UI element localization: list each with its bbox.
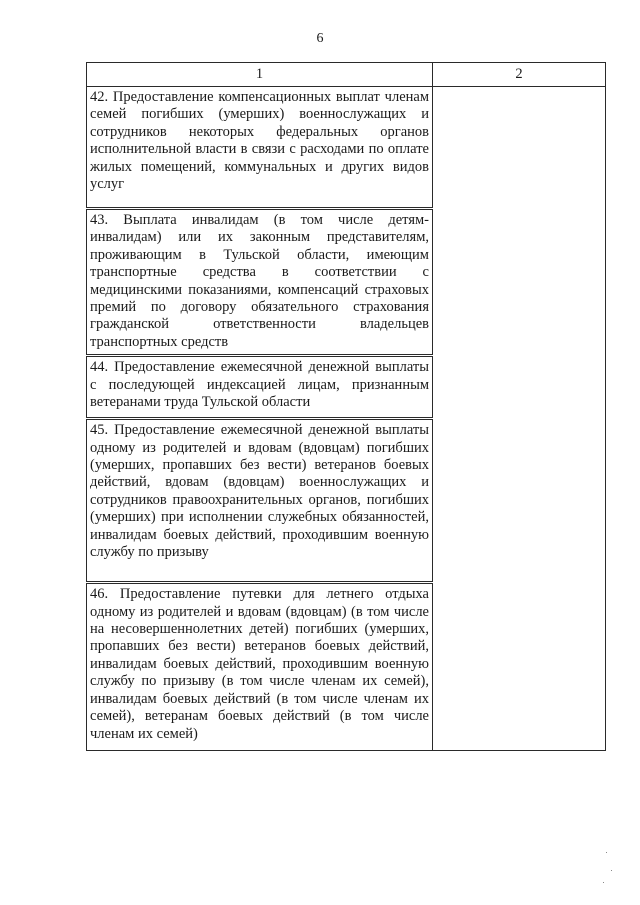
service-item-45: 45. Предоставление ежемесячной денежной выплаты одному из родителей и вдовам (вдовцам) погибших (умерших, пропавших без вести) ветеранов боевых действий, вдовам (вдовцам) военнослужащих и сотрудников правоохранительных органов, погибших (умерших) при исполнении служебных обязанностей, инвалидам боевых действий, проходившим военную службу по призыву (87, 419, 433, 583)
scan-specks (602, 852, 614, 892)
column-header-2: 2 (433, 63, 606, 87)
service-item-44: 44. Предоставление ежемесячной денежной выплаты с последующей индексацией лицам, признанным ветеранами труда Тульской области (87, 356, 433, 419)
service-item-43: 43. Выплата инвалидам (в том числе детям-инвалидам) или их законным представителям, проживающим в Тульской области, имеющим транспортные средства в соответствии с медицинскими показаниями, компенсаций страховых премий по договору обязательного страхования гражданской ответственности владельцев транспортных средств (87, 209, 433, 356)
service-item-46: 46. Предоставление путевки для летнего отдыха одному из родителей и вдовам (вдовцам) (в том числе на несовершеннолетних детей) погибших (умерших, пропавших без вести) ветеранов боевых действий, инвалидам боевых действий, проходившим военную службу по призыву (в том числе членам их семей), инвалидам боевых действий (в том числе членам их семей), ветеранам боевых действий (в том числе членам их семей) (87, 583, 433, 751)
column-header-1: 1 (87, 63, 433, 87)
column-2-cell (433, 87, 606, 751)
table-header-row (87, 63, 606, 87)
table-row (87, 87, 606, 209)
page-number: 6 (316, 31, 324, 46)
services-table (86, 62, 606, 751)
service-item-42: 42. Предоставление компенсационных выплат членам семей погибших (умерших) военнослужащих и сотрудников некоторых федеральных органов исполнительной власти в связи с расходами по оплате жилых помещений, коммунальных и других видов услуг (87, 87, 433, 209)
